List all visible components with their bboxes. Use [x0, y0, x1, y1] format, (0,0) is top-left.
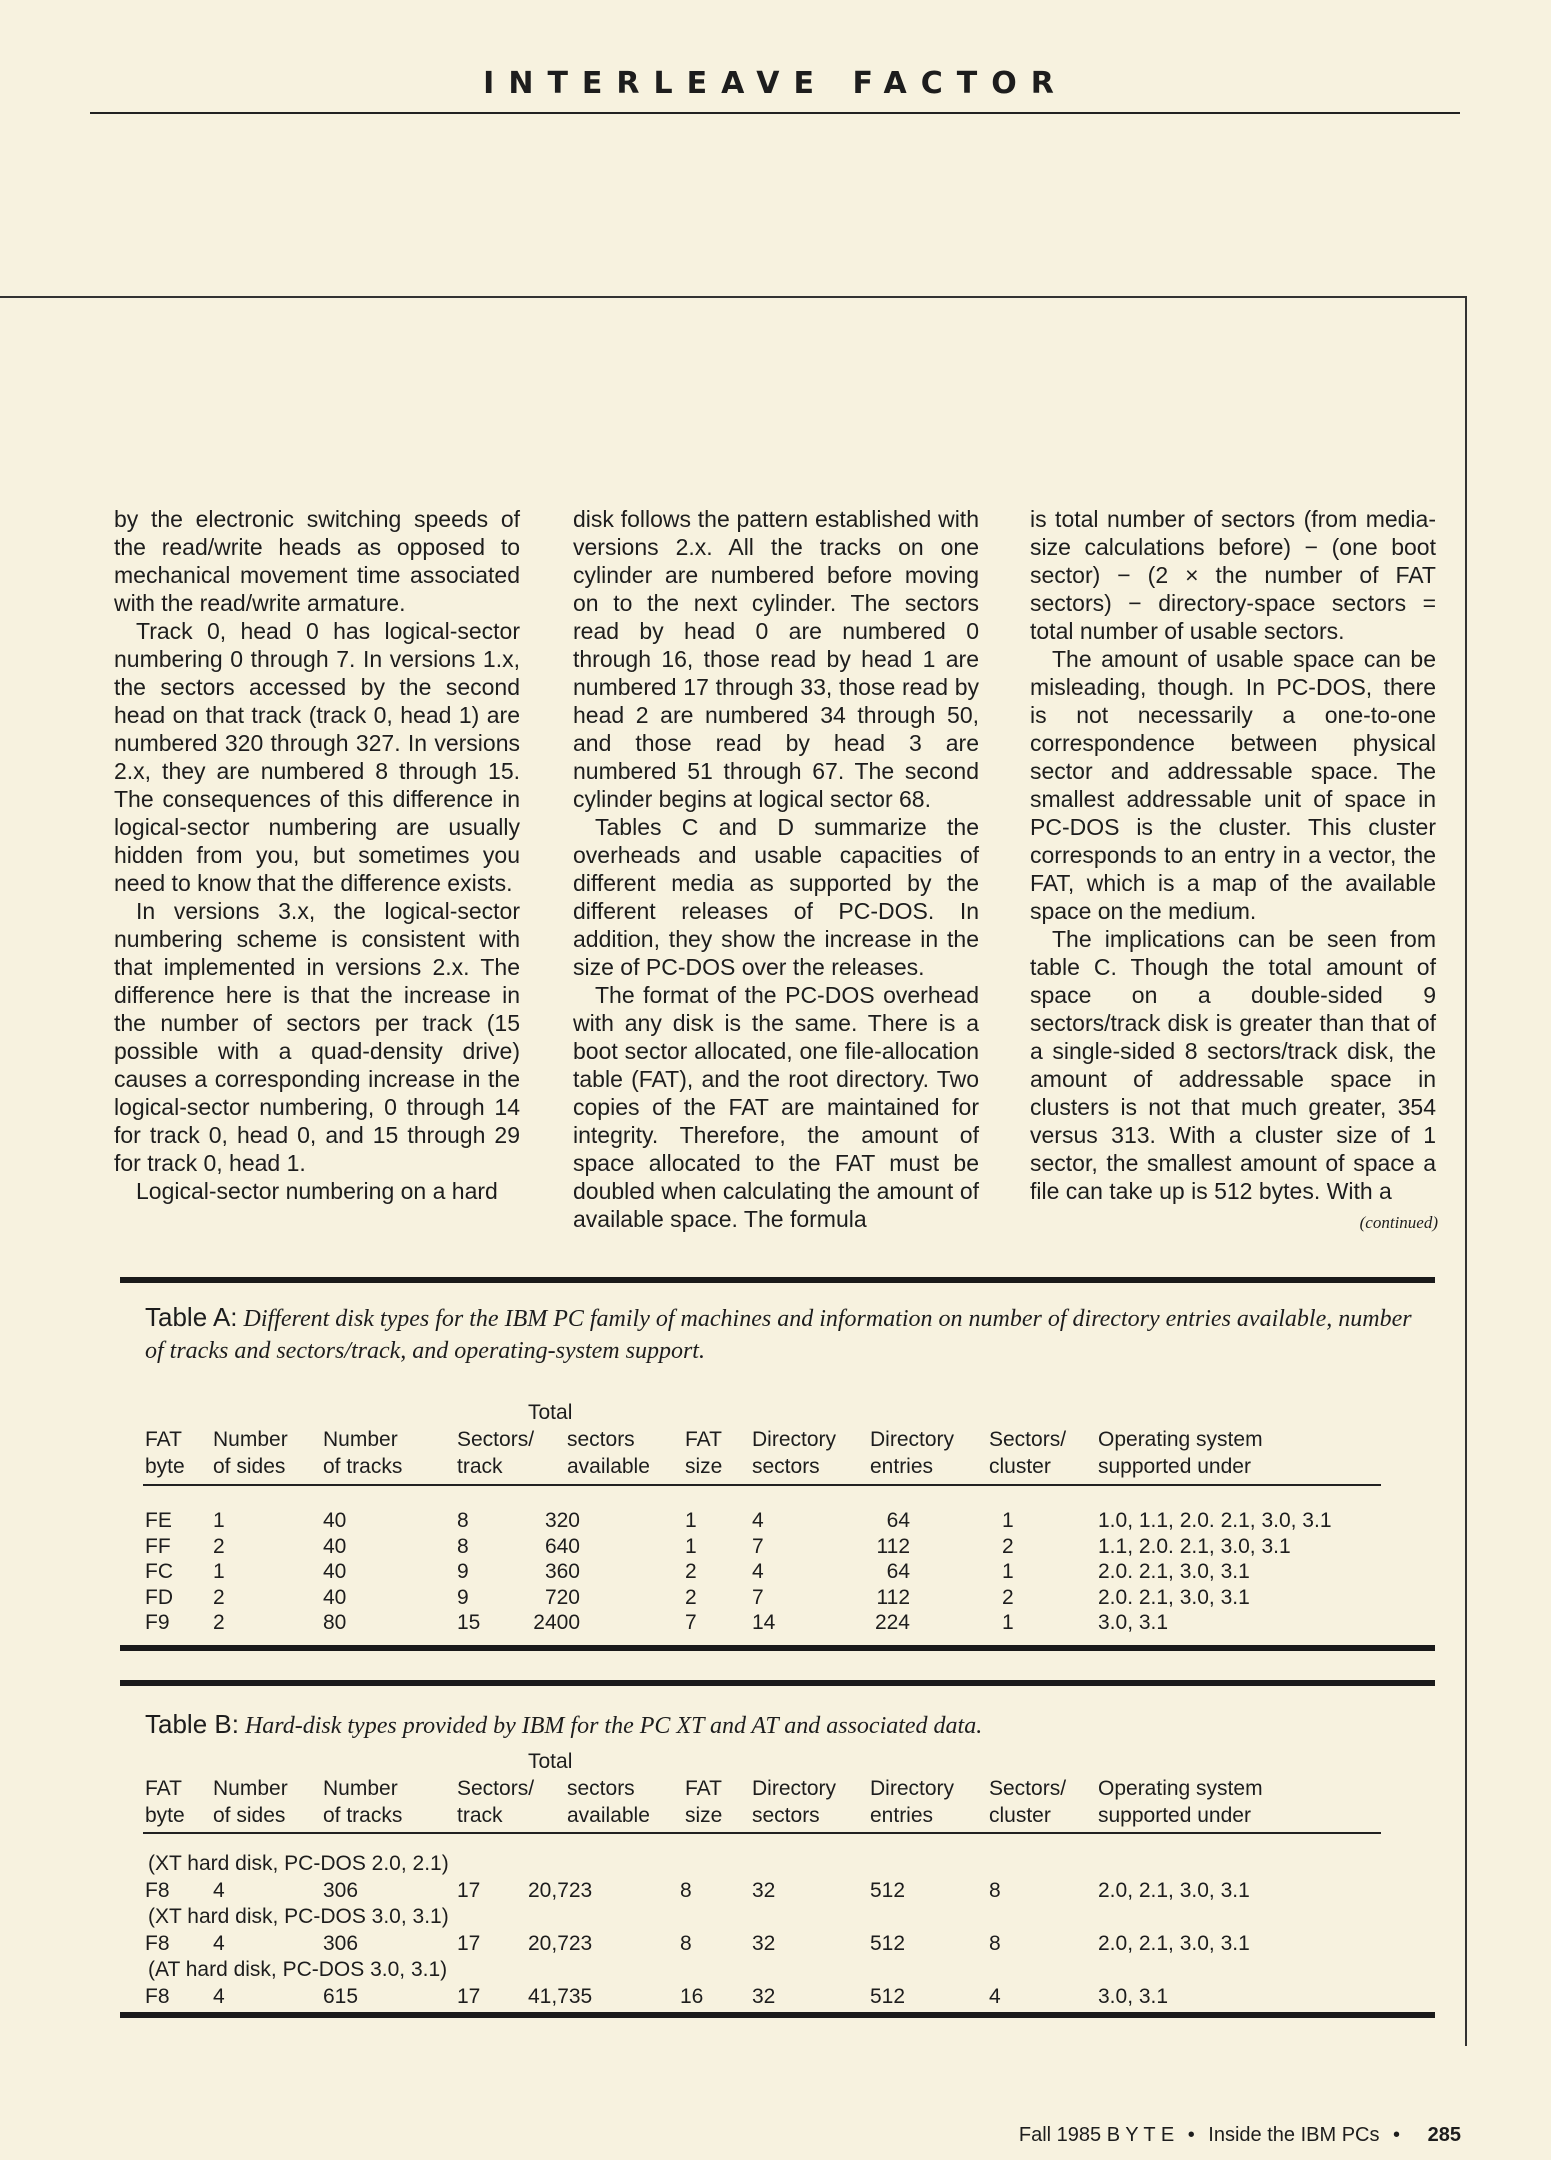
cell-tracks: 306 — [323, 1879, 359, 1902]
cell-dir-sectors: 4 — [752, 1560, 764, 1583]
cell-dir-entries: 112 — [876, 1585, 910, 1609]
text-column-1 — [114, 505, 520, 1205]
cell-tracks: 306 — [323, 1932, 359, 1955]
cell-cluster: 1 — [1002, 1611, 1014, 1634]
table-b-group-note: (AT hard disk, PC-DOS 3.0, 3.1) — [148, 1958, 448, 1981]
header-tracks: of tracks — [323, 1804, 403, 1827]
cell-sides: 1 — [213, 1560, 225, 1583]
footer-bullet: • — [1393, 2124, 1401, 2146]
header-fat-byte: byte — [145, 1455, 185, 1478]
cell-dir-sectors: 14 — [752, 1611, 776, 1634]
cell-dir-sectors: 7 — [752, 1585, 764, 1609]
cell-sectors-track: 8 — [457, 1509, 469, 1532]
page-number: 285 — [1427, 2124, 1461, 2146]
cell-dir-sectors: 32 — [752, 1985, 776, 2008]
cell-dir-entries: 512 — [870, 1879, 906, 1902]
cell-fat-byte: FC — [145, 1560, 173, 1583]
cell-sides: 4 — [213, 1932, 225, 1955]
table-a-label: Table A: — [145, 1302, 238, 1332]
header-sides: of sides — [213, 1455, 286, 1478]
cell-tracks: 80 — [323, 1611, 347, 1634]
paragraph: Logical-sector numbering on a hard — [136, 1178, 498, 1204]
cell-fat-byte: FF — [145, 1534, 171, 1558]
cell-sides: 2 — [213, 1534, 225, 1558]
table-b-label: Table B: — [145, 1709, 239, 1739]
header-dir-sectors: Directory — [752, 1428, 837, 1451]
footer-issue: Fall 1985 B Y T E — [1018, 2124, 1175, 2146]
cell-os: 3.0, 3.1 — [1098, 1611, 1169, 1634]
header-fat-byte: FAT — [145, 1777, 182, 1800]
cell-dir-entries: 512 — [870, 1985, 906, 2008]
cell-os: 1.1, 2.0. 2.1, 3.0, 3.1 — [1098, 1534, 1291, 1558]
cell-os: 2.0, 2.1, 3.0, 3.1 — [1098, 1879, 1250, 1902]
header-cluster: Sectors/ — [989, 1777, 1067, 1800]
header-cluster: cluster — [989, 1455, 1051, 1478]
cell-sectors-track: 17 — [457, 1985, 481, 2008]
header-total-available: available — [567, 1455, 650, 1478]
cell-sides: 2 — [213, 1611, 225, 1634]
header-sides: of sides — [213, 1804, 286, 1827]
cell-dir-sectors: 4 — [752, 1509, 764, 1532]
cell-sides: 4 — [213, 1985, 225, 2008]
cell-total-sectors: 20,723 — [528, 1932, 593, 1955]
table-a — [120, 1277, 1435, 1651]
page-header-title: INTERLEAVE FACTOR — [483, 66, 1068, 101]
header-dir-entries: Directory — [870, 1428, 955, 1451]
cell-total-sectors: 20,723 — [528, 1879, 593, 1902]
table-b-header-rule — [143, 1832, 1381, 1834]
header-dir-sectors: sectors — [752, 1455, 820, 1478]
cell-cluster: 8 — [989, 1879, 1001, 1902]
cell-total-sectors: 360 — [544, 1560, 580, 1583]
paragraph: The format of the PC-DOS overhead with any disk is the same. There is a boot sector allocated, one file-allocation table (FAT), and the root directory. Two copies of the FAT are maintained for integrity. Therefore, the amount of space allocated to the FAT must be doubled when calculating the amount of available space. The formula — [573, 982, 979, 1232]
paragraph: The implications can be seen from table C. Though the total amount of space on a double-sided 9 sectors/track disk is greater than that of a single-sided 8 sectors/track disk, the amount of addressable space in clusters is not that much greater, 354 versus 313. With a cluster size of 1 sector, the smallest amount of space a file can take up is 512 bytes. With a — [1030, 926, 1436, 1204]
cell-dir-entries: 224 — [874, 1611, 910, 1634]
cell-sectors-track: 9 — [457, 1560, 469, 1583]
header-fat-byte: FAT — [145, 1428, 182, 1451]
paragraph: In versions 3.x, the logical-sector numbering scheme is consistent with that implemented in versions 2.x. The difference here is that the increase in the number of sectors per track (15 possible with a quad-density drive) causes a corresponding increase in the logical-sector numbering, 0 through 14 for track 0, head 0, and 15 through 29 for track 0, head 1. — [114, 898, 520, 1176]
header-sectors-track: track — [457, 1455, 503, 1478]
header-total: Total — [528, 1750, 573, 1773]
cell-cluster: 2 — [1002, 1534, 1014, 1558]
header-dir-entries: entries — [870, 1455, 934, 1478]
header-sides: Number — [213, 1428, 288, 1451]
cell-fat-size: 8 — [680, 1932, 692, 1955]
table-a-caption — [145, 1301, 1415, 1367]
paragraph: by the electronic switching speeds of the read/write heads as opposed to mechanical movement time associated with the read/write armature. — [114, 506, 520, 616]
continued-note: (continued) — [1359, 1213, 1438, 1232]
cell-os: 2.0. 2.1, 3.0, 3.1 — [1098, 1585, 1250, 1609]
paragraph: Track 0, head 0 has logical-sector numbering 0 through 7. In versions 1.x, the sectors accessed by the second head on that track (track 0, head 1) are numbered 320 through 327. In versions 2.x, they are numbered 8 through 15. The consequences of this difference in logical-sector numbering are usually hidden from you, but sometimes you need to know that the difference exists. — [114, 618, 520, 896]
header-sectors-track: Sectors/ — [457, 1428, 535, 1451]
cell-sides: 4 — [213, 1879, 225, 1902]
cell-total-sectors: 2400 — [533, 1611, 580, 1634]
header-total-available: available — [567, 1804, 650, 1827]
header-os: Operating system — [1098, 1428, 1263, 1451]
header-fat-size: FAT — [685, 1777, 722, 1800]
header-total: Total — [528, 1401, 573, 1424]
cell-sides: 1 — [213, 1509, 225, 1532]
cell-tracks: 40 — [323, 1585, 347, 1609]
paragraph: Tables C and D summarize the overheads and usable capacities of different media as supported by the different releases of PC-DOS. In addition, they show the increase in the size of PC-DOS over the releases. — [573, 814, 979, 980]
cell-dir-entries: 64 — [886, 1560, 910, 1583]
table-b-caption — [145, 1708, 1415, 1742]
cell-total-sectors: 41,735 — [528, 1985, 593, 2008]
paragraph: is total number of sectors (from media-size calculations before) − (one boot sector) − (2 × the number of FAT sectors) − directory-space sectors = total number of usable sectors. — [1030, 506, 1436, 644]
cell-cluster: 4 — [989, 1985, 1001, 2008]
cell-total-sectors: 720 — [544, 1585, 580, 1609]
cell-tracks: 40 — [323, 1509, 347, 1532]
cell-fat-size: 2 — [685, 1560, 697, 1583]
text-column-2 — [573, 505, 979, 1233]
header-dir-sectors: Directory — [752, 1777, 837, 1800]
table-b-group-note: (XT hard disk, PC-DOS 2.0, 2.1) — [148, 1852, 449, 1875]
header-sectors-track: Sectors/ — [457, 1777, 535, 1800]
header-rule — [90, 112, 1460, 114]
cell-tracks: 615 — [323, 1985, 359, 2008]
cell-fat-size: 1 — [685, 1534, 697, 1558]
cell-fat-byte: FE — [145, 1509, 172, 1532]
header-fat-byte: byte — [145, 1804, 185, 1827]
cell-dir-sectors: 32 — [752, 1932, 776, 1955]
page-footer — [1019, 2124, 1461, 2147]
cell-dir-entries: 512 — [870, 1932, 906, 1955]
cell-sectors-track: 8 — [457, 1534, 469, 1558]
header-os: supported under — [1098, 1455, 1251, 1478]
cell-sectors-track: 9 — [457, 1585, 469, 1609]
table-b — [120, 1680, 1435, 2018]
header-tracks: Number — [323, 1428, 398, 1451]
footer-bullet: • — [1187, 2124, 1195, 2146]
cell-dir-sectors: 32 — [752, 1879, 776, 1902]
header-dir-entries: entries — [870, 1804, 934, 1827]
cell-fat-byte: F8 — [145, 1985, 170, 2008]
cell-fat-byte: F9 — [145, 1611, 170, 1634]
header-total-sectors: sectors — [567, 1777, 635, 1800]
text-column-3 — [1030, 505, 1436, 1205]
cell-fat-size: 2 — [685, 1585, 697, 1609]
cell-cluster: 1 — [1002, 1560, 1014, 1583]
cell-fat-size: 16 — [680, 1985, 704, 2008]
cell-os: 2.0. 2.1, 3.0, 3.1 — [1098, 1560, 1250, 1583]
cell-fat-byte: FD — [145, 1585, 173, 1609]
cell-dir-entries: 112 — [876, 1534, 910, 1558]
cell-fat-byte: F8 — [145, 1932, 170, 1955]
cell-sectors-track: 15 — [457, 1611, 481, 1634]
cell-os: 2.0, 2.1, 3.0, 3.1 — [1098, 1932, 1250, 1955]
header-tracks: Number — [323, 1777, 398, 1800]
header-tracks: of tracks — [323, 1455, 403, 1478]
cell-cluster: 1 — [1002, 1509, 1014, 1532]
header-os: supported under — [1098, 1804, 1251, 1827]
header-dir-entries: Directory — [870, 1777, 955, 1800]
header-cluster: cluster — [989, 1804, 1051, 1827]
paragraph: disk follows the pattern established with versions 2.x. All the tracks on one cylinder are numbered before moving on to the next cylinder. The sectors read by head 0 are numbered 0 through 16, those read by head 1 are numbered 17 through 33, those read by head 2 are numbered 34 through 50, and those read by head 3 are numbered 51 through 67. The second cylinder begins at logical sector 68. — [573, 506, 979, 812]
cell-fat-size: 1 — [685, 1509, 697, 1532]
header-total-sectors: sectors — [567, 1428, 635, 1451]
cell-dir-sectors: 7 — [752, 1534, 764, 1558]
cell-sides: 2 — [213, 1585, 225, 1609]
cell-tracks: 40 — [323, 1560, 347, 1583]
cell-cluster: 2 — [1002, 1585, 1014, 1609]
header-sectors-track: track — [457, 1804, 503, 1827]
cell-dir-entries: 64 — [886, 1509, 910, 1532]
table-a-caption-text: Different disk types for the IBM PC family of machines and information on number of directory entries available, number of tracks and sectors/track, and operating-system support. — [145, 1306, 1412, 1364]
paragraph: The amount of usable space can be misleading, though. In PC-DOS, there is not necessarily a one-to-one correspondence between physical sector and addressable space. The smallest addressable unit of space in PC-DOS is the cluster. This cluster corresponds to an entry in a vector, the FAT, which is a map of the available space on the medium. — [1030, 646, 1436, 924]
header-dir-sectors: sectors — [752, 1804, 820, 1827]
cell-cluster: 8 — [989, 1932, 1001, 1955]
cell-sectors-track: 17 — [457, 1879, 481, 1902]
table-a-header-rule — [143, 1484, 1381, 1486]
cell-os: 3.0, 3.1 — [1098, 1985, 1169, 2008]
cell-sectors-track: 17 — [457, 1932, 481, 1955]
cell-fat-size: 7 — [685, 1611, 697, 1634]
header-fat-size: size — [685, 1804, 723, 1827]
table-b-caption-text: Hard-disk types provided by IBM for the PC XT and AT and associated data. — [244, 1713, 983, 1739]
header-sides: Number — [213, 1777, 288, 1800]
footer-section: Inside the IBM PCs — [1208, 2124, 1380, 2146]
cell-total-sectors: 320 — [544, 1509, 580, 1532]
cell-total-sectors: 640 — [544, 1534, 580, 1558]
header-fat-size: FAT — [685, 1428, 722, 1451]
table-b-group-note: (XT hard disk, PC-DOS 3.0, 3.1) — [148, 1905, 449, 1928]
header-fat-size: size — [685, 1455, 723, 1478]
cell-tracks: 40 — [323, 1534, 347, 1558]
cell-fat-size: 8 — [680, 1879, 692, 1902]
cell-fat-byte: F8 — [145, 1879, 170, 1902]
header-os: Operating system — [1098, 1777, 1263, 1800]
cell-os: 1.0, 1.1, 2.0. 2.1, 3.0, 3.1 — [1098, 1509, 1332, 1532]
header-cluster: Sectors/ — [989, 1428, 1067, 1451]
